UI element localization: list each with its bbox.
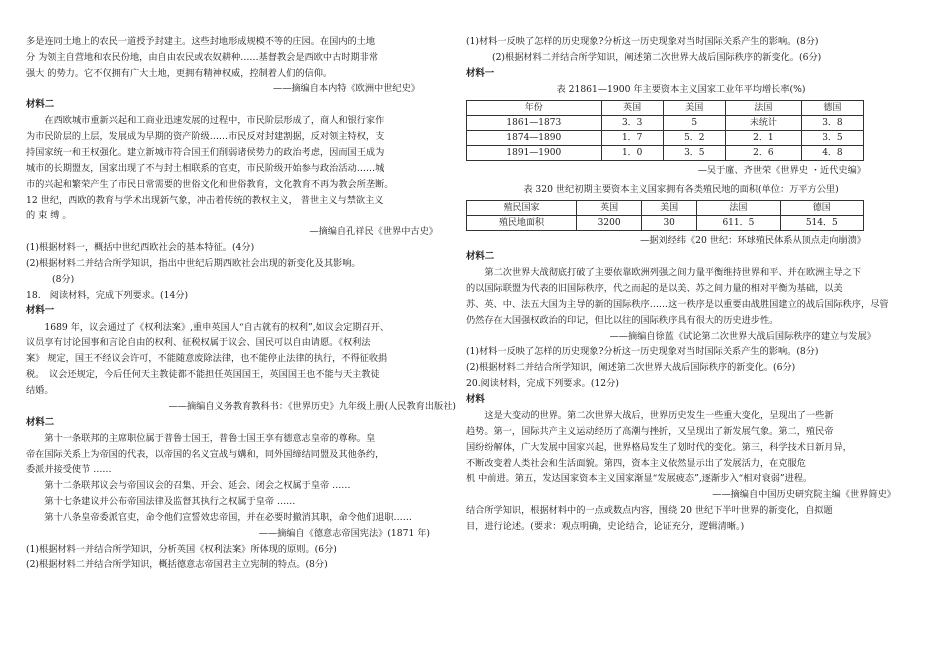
material-line: 第十一条联邦的主席职位属于普鲁士国王，普鲁士国王享有德意志皇帝的尊称。皇 <box>44 432 376 444</box>
question-item: (2)根据材料二并结合所学知识，阐述第二次世界大战后国际秩序的新变化。(6分) <box>466 362 796 374</box>
table-cell: 2．1 <box>725 130 801 145</box>
material-heading: 材料二 <box>26 416 55 428</box>
question-item: (1)材料一反映了怎样的历史现象?分析这一历史现象对当时国际关系产生的影响。(8分) <box>466 346 819 358</box>
table-caption: 表 21861—1900 年主要资本主义国家工业年平均增长率(%) <box>556 83 806 95</box>
table-caption: 表 320 世纪初期主要资本主义国家拥有各类殖民地的面积(单位：万平方公里) <box>523 184 839 196</box>
question-text: (2)根据材料二并结合所学知识，阐述第二次世界大战后国际秩序的新变化。(6分) <box>492 51 822 63</box>
material-heading: 材料二 <box>466 251 495 263</box>
question-title: 18. 阅读材料，完成下列要求。(14分) <box>26 289 189 301</box>
material-line: 第二次世界大战彻底打破了主要依靠欧洲列强之间力量平衡维持世界和平、并在欧洲主导之下 <box>484 267 862 279</box>
question-item: (2)根据材料二并结合所学知识，概括德意志帝国君主立宪制的特点。(8分) <box>26 559 328 571</box>
question-text: 目，进行论述。(要求：观点明确，史论结合，论证充分，逻辑清晰。) <box>466 520 745 532</box>
table-cell: 殖民地面积 <box>467 216 577 231</box>
material-line: 趋势。第一，国际共产主义运动经历了高潮与挫折，又呈现出了新发展气象。第二，殖民帝 <box>466 425 834 437</box>
table-header-cell: 法国 <box>725 100 801 115</box>
source-citation: ——摘编自中国历史研究院主编《世界简史》 <box>712 489 896 501</box>
table-header-cell: 英国 <box>601 100 663 115</box>
material-line: 第十八条皇帝委派官吏，命令他们宣誓效忠帝国，并在必要时撤消其职，命令他们退职…… <box>44 511 412 523</box>
material-line: 为市民阶层的上层，发展成为早期的资产阶级……市民反对封建割据，反对领主特权，支 <box>26 131 385 143</box>
intro-line: 分 为领主自营地和农民份地，由自由农民或农奴耕种……基督教会是西欧中古时期非常 <box>26 51 379 63</box>
question-item: (1)根据材料一并结合所学知识，分析英国《权利法案》所体现的原则。(6分) <box>26 543 337 555</box>
table-header-row <box>467 100 864 115</box>
table-row <box>467 115 864 130</box>
material-line: 在西欧城市重新兴起和工商业迅速发展的过程中，市民阶层形成了，商人和银行家作 <box>44 115 385 127</box>
table-cell: 5．2 <box>663 130 725 145</box>
material-line: 第十二条联邦议会与帝国议会的召集、开会、延会、闭会之权属于皇帝 …… <box>44 480 351 492</box>
question-item: (2)根据材料二并结合所学知识，指出中世纪后期西欧社会出现的新变化及其影响。 <box>26 257 361 269</box>
table-cell: 611．5 <box>697 216 780 231</box>
table-cell: 2．6 <box>725 145 801 160</box>
growth-rate-table <box>466 100 864 161</box>
intro-line: 多是连同土地上的农民一道授予封建主。这些封地形成规模不等的庄园。在国内的土地 <box>26 36 376 47</box>
table-cell: 4．8 <box>801 145 863 160</box>
material-line: 仍然存在大国强权政治的印记，但比以往的国际秩序具有很大的历史进步性。 <box>466 314 779 326</box>
material-line: 的 束 缚 。 <box>26 210 72 222</box>
material-heading: 材料一 <box>26 305 55 317</box>
material-line: 市的兴起和繁荣产生了市民日常需要的世俗文化和世俗教育，文化教育不再为教会所垄断。 <box>26 178 394 190</box>
table-cell: 3．3 <box>601 115 663 130</box>
table-header-cell: 美国 <box>642 201 697 216</box>
material-line: 税。 议会还规定，今后任何天主教徒都不能担任英国国王，英国国王也不能与天主教徒 <box>26 369 380 381</box>
table-header-cell: 德国 <box>780 201 863 216</box>
material-heading: 材料二 <box>26 99 55 111</box>
table-cell: 3200 <box>577 216 642 231</box>
table-cell: 1861—1873 <box>467 115 602 130</box>
table-cell: 3．8 <box>801 115 863 130</box>
source-citation: —吴于廑、齐世荣《世界史 ・近代史编》 <box>697 164 866 176</box>
material-line: 这是大变动的世界。第二次世界大战后，世界历史发生一些重大变化，呈现出了一些新 <box>484 410 834 422</box>
material-line: 帝在国际关系上为帝国的代表，以帝国的名义宣战与媾和，同外国缔结同盟及其他条约， <box>26 448 385 460</box>
table-cell: 1891—1900 <box>467 145 602 160</box>
material-line: 委派并接受使节 …… <box>26 464 112 476</box>
table-cell: 30 <box>642 216 697 231</box>
question-item: (1)根据材料一，概括中世纪西欧社会的基本特征。(4分) <box>26 242 255 254</box>
material-line: 结婚。 <box>26 384 54 396</box>
table-row <box>467 145 864 160</box>
table-header-cell: 美国 <box>663 100 725 115</box>
table-cell: 3．5 <box>663 145 725 160</box>
intro-line: 强大 的势力。它不仅拥有广大土地，更拥有精神权威，控制着人们的信仰。 <box>26 67 333 79</box>
question-text: 结合所学知识，根据材料中的一点或数点内容，围绕 20 世纪下半叶世界的新变化，自拟题 <box>466 505 833 517</box>
material-line: 城市的长期盟友，国家出现了不与封土相联系的官吏，市民阶级开始参与政治活动……城 <box>26 162 385 174</box>
material-line: 案》 规定，国王不经议会许可，不能随意废除法律，也不能停止法律的执行，不得征收捐 <box>26 353 388 365</box>
source-citation: ——摘编自义务教育教科书：《世界历史》九年级上册(人民教育出版社) <box>168 400 456 412</box>
table-header-cell: 德国 <box>801 100 863 115</box>
table-row <box>467 130 864 145</box>
table-cell: 514．5 <box>780 216 863 231</box>
material-heading: 材料 <box>466 393 485 405</box>
material-line: 苏、英、中、法五大国为主导的新的国际秩序……这一秩序是以重要由战胜国建立的战后国际秩序，尽管 <box>466 298 889 310</box>
material-line: 不断改变着人类社会和生活面貌。第四，资本主义依然显示出了发展活力，在克服危 <box>466 457 806 469</box>
table-cell: 5 <box>663 115 725 130</box>
material-line: 国纷纷解体，广大发展中国家兴起，世界格局发生了划时代的变化。第三，科学技术日新月异， <box>466 441 852 453</box>
table-header-cell: 年份 <box>467 100 602 115</box>
material-line: 第十七条建议并公布帝国法律及监督其执行之权属于皇帝 …… <box>44 496 296 508</box>
table-header-cell: 英国 <box>577 201 642 216</box>
source-citation: ——摘编自本内特《欧洲中世纪史》 <box>273 83 420 95</box>
source-citation: —摘编自孔祥民《世界中古史》 <box>309 226 438 238</box>
table-row <box>467 216 864 231</box>
material-line: 持国家统一和王权强化。建立新城市符合国王们削弱诸侯势力的政治考虑，因而国王成为 <box>26 147 385 159</box>
question-title: 20.阅读材料，完成下列要求。(12分) <box>466 378 619 390</box>
material-line: 1689 年，议会通过了《权利法案》,重申英国人“自古就有的权利”,如议会定期召开、 <box>44 321 390 333</box>
source-citation: —据刘经纬《20 世纪：环球殖民体系从顶点走向崩溃》 <box>640 235 866 247</box>
colony-area-table <box>466 200 864 231</box>
question-item: (8分) <box>52 273 75 285</box>
table-header-cell: 殖民国家 <box>467 201 577 216</box>
table-cell: 未统计 <box>725 115 801 130</box>
material-line: 机 中前进。第五，发达国家资本主义国家渐显“发展疲态”,逐渐步入“相对衰弱”进程。 <box>466 473 813 485</box>
table-header-row <box>467 201 864 216</box>
table-cell: 3．5 <box>801 130 863 145</box>
material-line: 的以国际联盟为代表的旧国际秩序，代之而起的是以美、苏之间力量的相对平衡为基础，以美 <box>466 283 843 295</box>
source-citation: ——摘编自《德意志帝国宪法》(1871 年) <box>258 527 430 539</box>
table-cell: 1．0 <box>601 145 663 160</box>
material-line: 12 世纪，西欧的教育与学术出现新气象，冲击着传统的教权主义， 普世主义与禁欲主义 <box>26 194 384 206</box>
question-title: (1)材料一反映了怎样的历史现象?分析这一历史现象对当时国际关系产生的影响。(8分) <box>466 36 819 47</box>
table-cell: 1874—1890 <box>467 130 602 145</box>
right-column <box>466 34 896 535</box>
material-line: 议员享有讨论国事和言论自由的权利、征税权属于议会、国民可以自由请愿。《权利法 <box>26 337 371 349</box>
table-header-cell: 法国 <box>697 201 780 216</box>
table-cell: 1．7 <box>601 130 663 145</box>
left-column <box>26 34 456 573</box>
source-citation: ——摘编自徐蓝《试论第二次世界大战后国际秩序的建立与发展》 <box>609 330 876 342</box>
material-heading: 材料一 <box>466 67 495 79</box>
